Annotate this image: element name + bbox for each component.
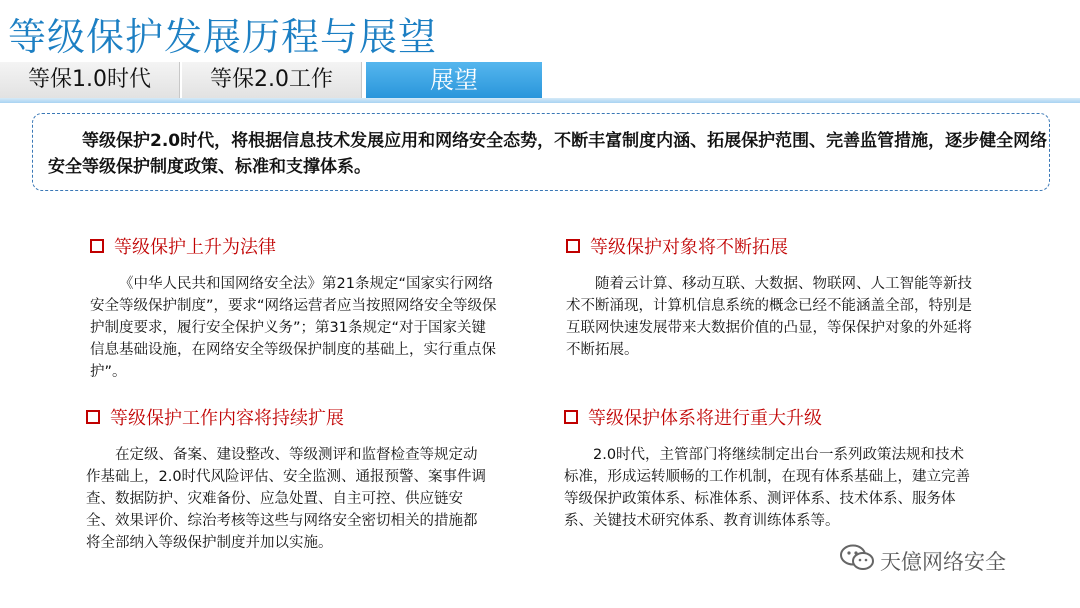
square-bullet-icon: [90, 239, 104, 253]
watermark-text: 天億网络安全: [880, 549, 1006, 574]
watermark: [840, 544, 1006, 577]
square-bullet-icon: [564, 410, 578, 424]
square-bullet-icon: [566, 239, 580, 253]
tab-bar: [0, 62, 1080, 102]
square-bullet-icon: [86, 410, 100, 424]
section-work: [86, 404, 491, 554]
section-scope: [566, 233, 974, 361]
section-system: [564, 404, 974, 532]
section-body: 在定级、备案、建设整改、等级测评和监督检查等规定动作基础上，2.0时代风险评估、安全监测、通报预警、案事件调查、数据防护、灾难备份、应急处置、自主可控、供应链安全、效果评价、综治考核等这些与网络安全密切相关的措施都将全部纳入等级保护制度并加以实施。: [86, 447, 487, 551]
section-body: 2.0时代，主管部门将继续制定出台一系列政策法规和技术标准，形成运转顺畅的工作机制，在现有体系基础上，建立完善等级保护政策体系、标准体系、测评体系、技术体系、服务体系、关键技术研究体系、教育训练体系等。: [564, 447, 970, 529]
tab-dengbao-1[interactable]: 等保1.0时代: [0, 62, 180, 98]
page-title: 等级保护发展历程与展望: [8, 15, 438, 59]
summary-text: 等级保护2.0时代，将根据信息技术发展应用和网络安全态势，不断丰富制度内涵、拓展保护范围、完善监管措施，逐步健全网络安全等级保护制度政策、标准和支撑体系。: [48, 131, 1048, 177]
section-title: 等级保护工作内容将持续扩展: [110, 408, 344, 429]
section-title: 等级保护对象将不断拓展: [590, 237, 788, 258]
section-body: 随着云计算、移动互联、大数据、物联网、人工智能等新技术不断涌现，计算机信息系统的概念已经不能涵盖全部，特别是互联网快速发展带来大数据价值的凸显，等保保护对象的外延将不断拓展。: [566, 276, 972, 358]
section-body: 《中华人民共和国网络安全法》第21条规定“国家实行网络安全等级保护制度”，要求“网络运营者应当按照网络安全等级保护制度要求，履行安全保护义务”；第31条规定“对于国家关键信息基础设施，在网络安全等级保护制度的基础上，实行重点保护”。: [90, 276, 497, 380]
wechat-icon: [840, 544, 874, 577]
section-title: 等级保护上升为法律: [114, 237, 276, 258]
section-title: 等级保护体系将进行重大升级: [588, 408, 822, 429]
tab-dengbao-2[interactable]: 等保2.0工作: [182, 62, 362, 98]
tab-outlook[interactable]: 展望: [366, 62, 542, 98]
tab-underline: [0, 98, 1080, 103]
section-law: [90, 233, 500, 383]
